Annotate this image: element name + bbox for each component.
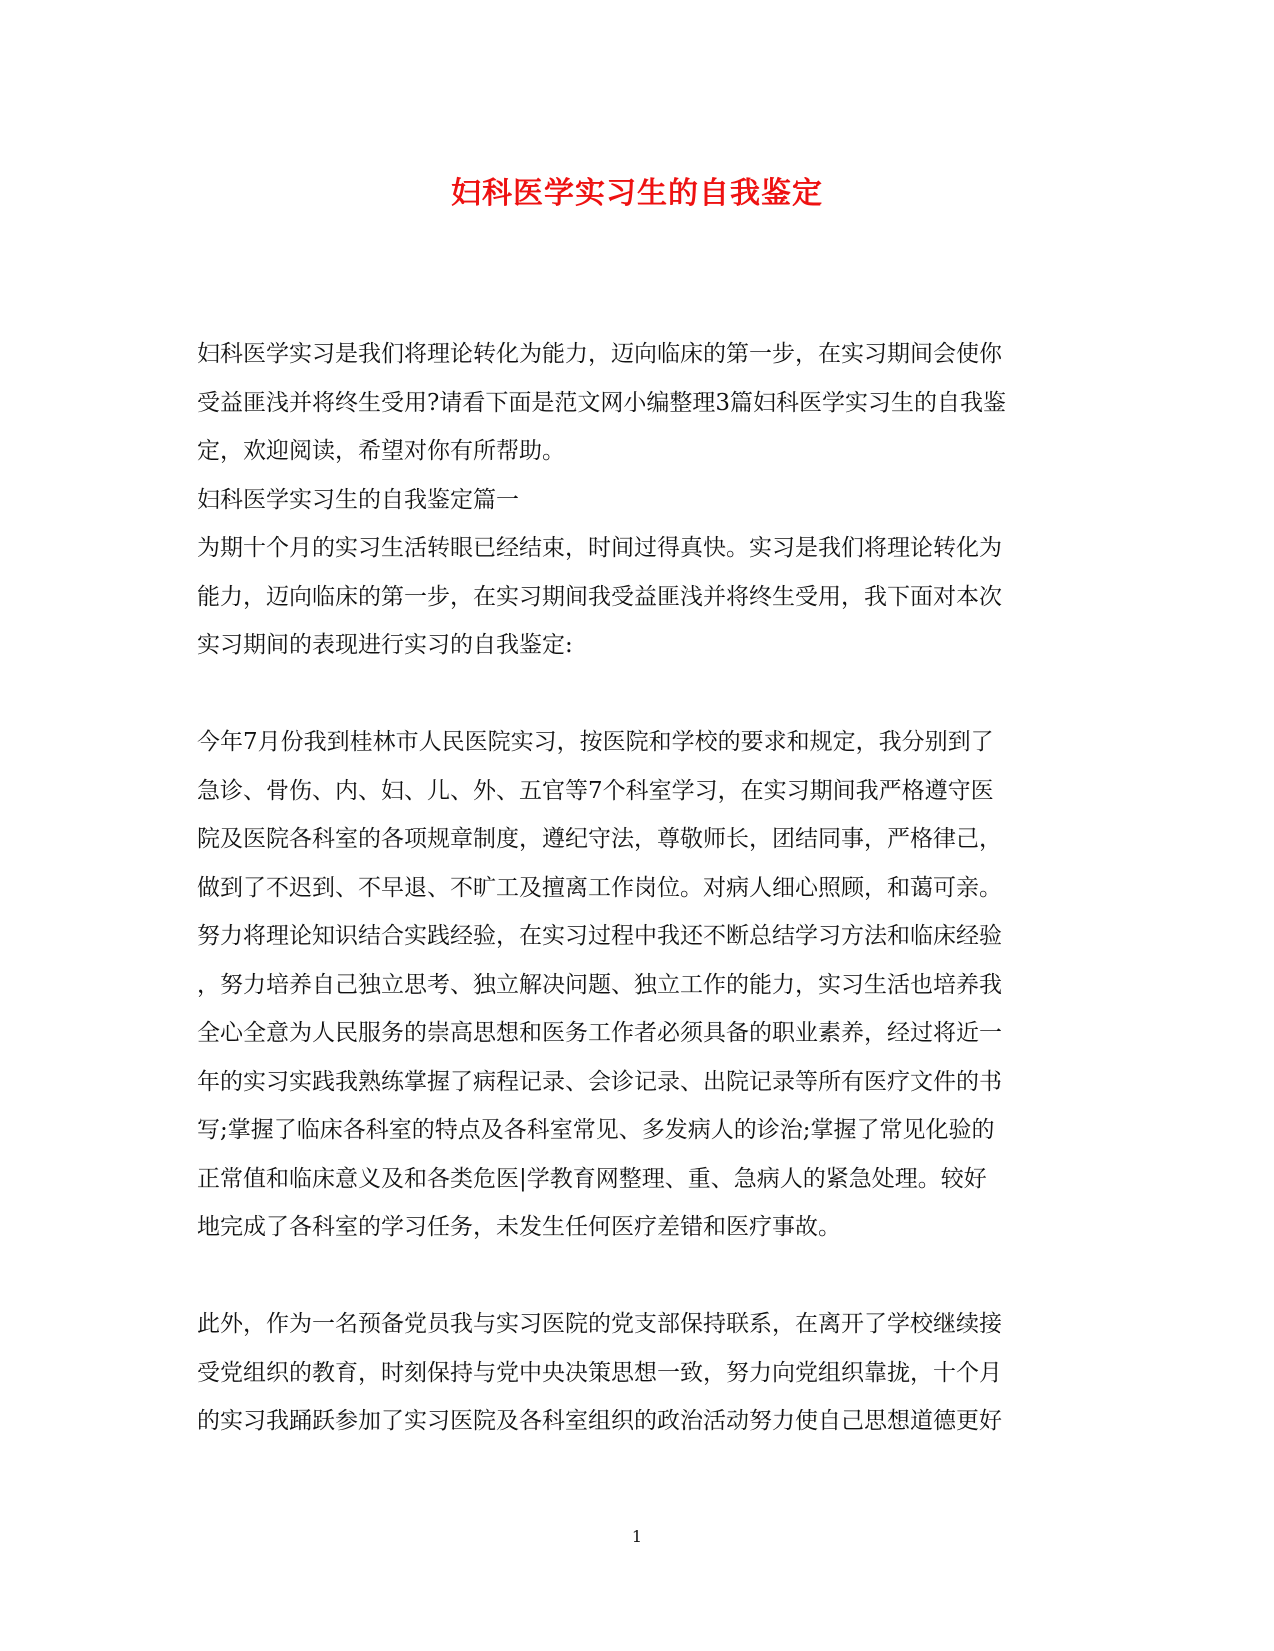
text-line: 正常值和临床意义及和各类危医|学教育网整理、重、急病人的紧急处理。较好 <box>197 1165 987 1192</box>
paragraph-spacer <box>197 1252 1077 1301</box>
document-title: 妇科医学实习生的自我鉴定 <box>451 176 823 211</box>
text-line: 能力，迈向临床的第一步，在实习期间我受益匪浅并将终生受用，我下面对本次 <box>197 583 1002 610</box>
paragraph-1 <box>197 524 1077 670</box>
text-line: 定，欢迎阅读，希望对你有所帮助。 <box>197 438 565 464</box>
text-line: 的实习我踊跃参加了实习医院及各科室组织的政治活动努力使自己思想道德更好 <box>197 1408 1002 1434</box>
text-line: ，努力培养自己独立思考、独立解决问题、独立工作的能力，实习生活也培养我 <box>197 971 1002 998</box>
text-line: 急诊、骨伤、内、妇、儿、外、五官等7个科室学习，在实习期间我严格遵守医 <box>197 777 994 804</box>
text-line: 今年7月份我到桂林市人民医院实习，按医院和学校的要求和规定，我分别到了 <box>197 729 994 755</box>
document-body <box>197 330 1077 1446</box>
text-line: 实习期间的表现进行实习的自我鉴定: <box>197 632 573 658</box>
text-line: 年的实习实践我熟练掌握了病程记录、会诊记录、出院记录等所有医疗文件的书 <box>197 1068 1002 1095</box>
section-heading: 妇科医学实习生的自我鉴定篇一 <box>197 486 519 513</box>
text-line: 院及医院各科室的各项规章制度，遵纪守法，尊敬师长，团结同事，严格律己， <box>197 826 1002 852</box>
paragraph-3 <box>197 1300 1077 1446</box>
text-line: 全心全意为人民服务的崇高思想和医务工作者必须具备的职业素养，经过将近一 <box>197 1020 1002 1046</box>
text-line: 妇科医学实习是我们将理论转化为能力，迈向临床的第一步，在实习期间会使你 <box>197 341 1002 367</box>
text-line: 写;掌握了临床各科室的特点及各科室常见、多发病人的诊治;掌握了常见化验的 <box>197 1117 995 1143</box>
text-line: 受益匪浅并将终生受用?请看下面是范文网小编整理3篇妇科医学实习生的自我鉴 <box>197 389 1006 416</box>
intro-paragraph <box>197 330 1077 476</box>
text-line: 此外，作为一名预备党员我与实习医院的党支部保持联系，在离开了学校继续接 <box>197 1311 1002 1337</box>
page-number: 1 <box>631 1527 643 1546</box>
paragraph-2 <box>197 718 1077 1252</box>
text-line: 做到了不迟到、不早退、不旷工及擅离工作岗位。对病人细心照顾，和蔼可亲。 <box>197 874 1002 901</box>
paragraph-spacer <box>197 670 1077 719</box>
text-line: 为期十个月的实习生活转眼已经结束，时间过得真快。实习是我们将理论转化为 <box>197 535 1002 561</box>
text-line: 受党组织的教育，时刻保持与党中央决策思想一致，努力向党组织靠拢，十个月 <box>197 1359 1002 1386</box>
text-line: 努力将理论知识结合实践经验，在实习过程中我还不断总结学习方法和临床经验 <box>197 923 1002 949</box>
text-line: 地完成了各科室的学习任务，未发生任何医疗差错和医疗事故。 <box>197 1214 841 1240</box>
